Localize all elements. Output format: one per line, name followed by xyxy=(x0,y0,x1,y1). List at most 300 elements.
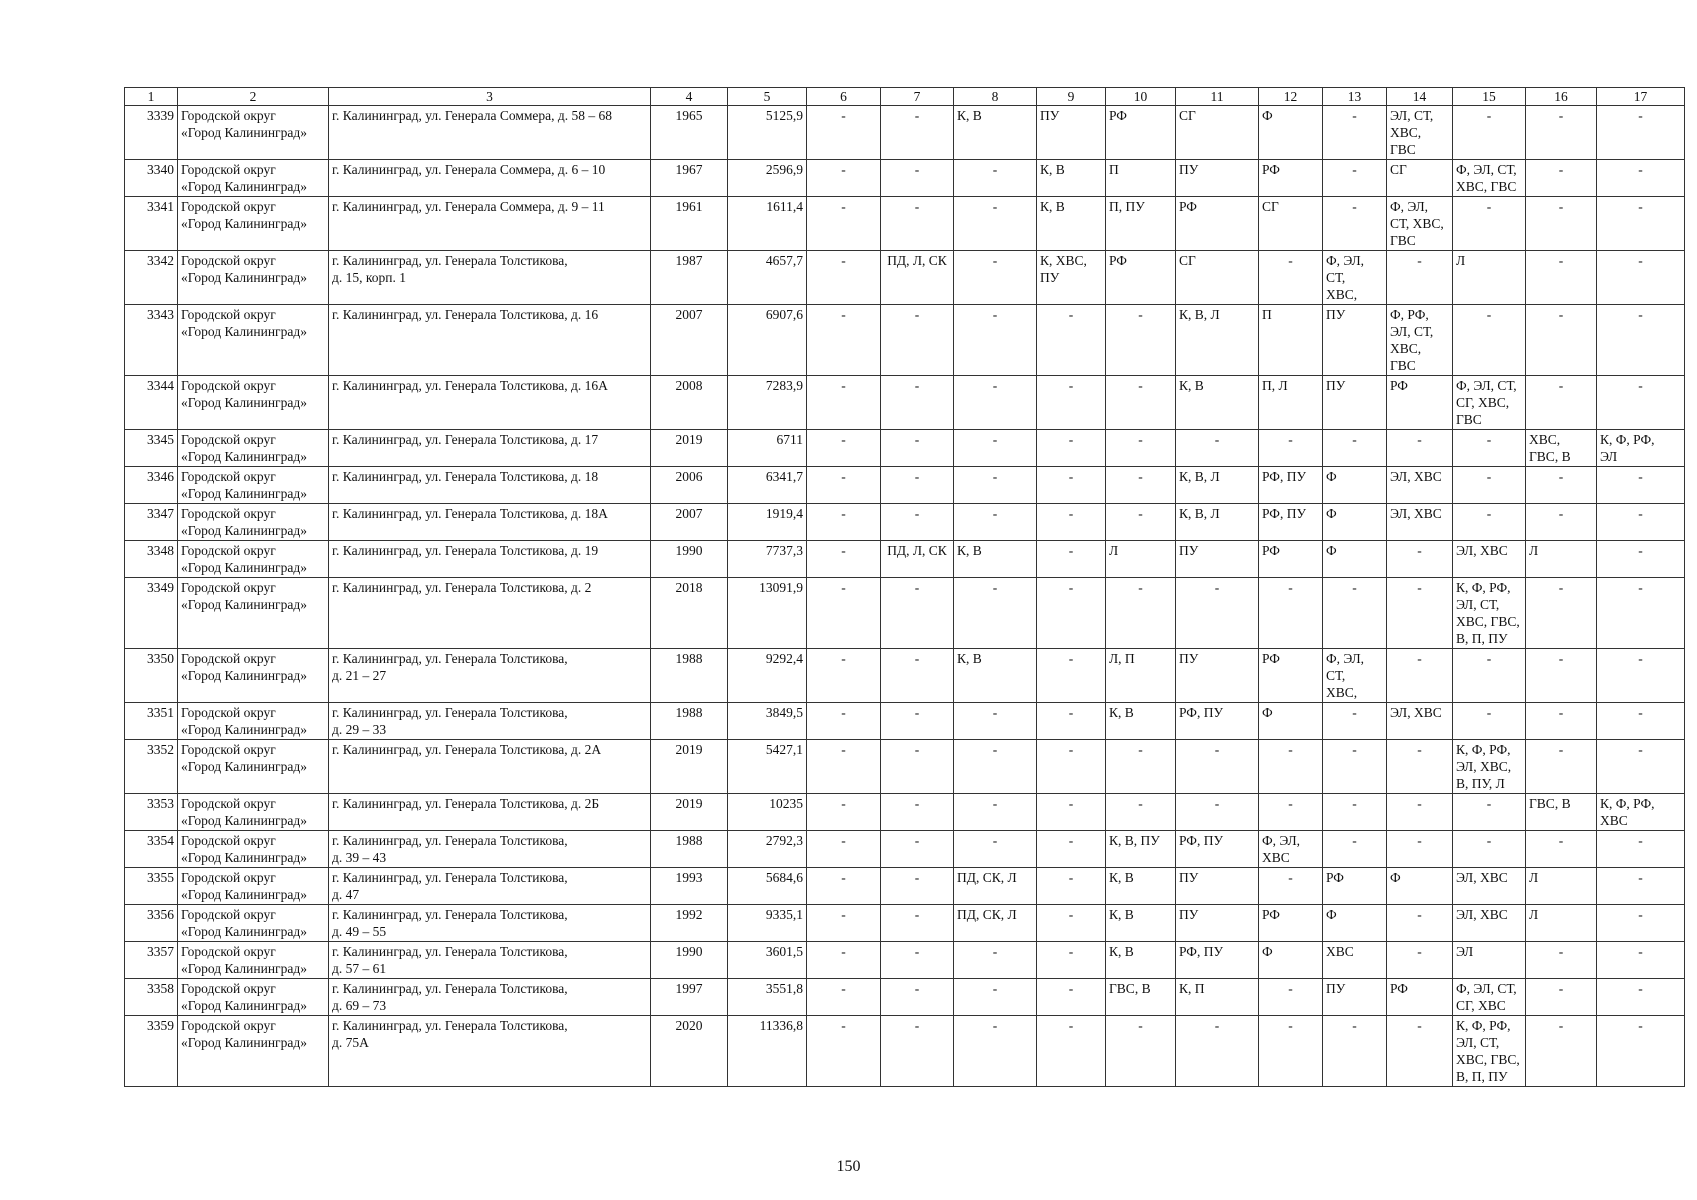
column-header-7: 7 xyxy=(881,88,954,106)
table-cell-col-8: - xyxy=(954,504,1037,541)
table-cell-col-12: РФ xyxy=(1259,541,1323,578)
table-cell-col-1: 3357 xyxy=(125,942,178,979)
table-cell-col-1: 3346 xyxy=(125,467,178,504)
table-cell-col-3: г. Калининград, ул. Генерала Толстикова, д. 29 – 33 xyxy=(329,703,651,740)
table-cell-col-3: г. Калининград, ул. Генерала Толстикова, д. 2А xyxy=(329,740,651,794)
table-cell-col-2: Городской округ «Город Калининград» xyxy=(178,504,329,541)
table-cell-col-16: ГВС, В xyxy=(1526,794,1597,831)
table-cell-col-10: - xyxy=(1106,1016,1176,1087)
table-cell-col-6: - xyxy=(807,251,881,305)
table-cell-col-8: - xyxy=(954,305,1037,376)
table-cell-col-11: К, П xyxy=(1176,979,1259,1016)
table-row xyxy=(125,740,1685,794)
table-cell-col-8: - xyxy=(954,794,1037,831)
table-cell-col-9: - xyxy=(1037,703,1106,740)
table-cell-col-17: - xyxy=(1597,905,1685,942)
table-cell-col-4: 2019 xyxy=(651,794,728,831)
table-cell-col-10: - xyxy=(1106,504,1176,541)
table-cell-col-14: Ф, ЭЛ, СТ, ХВС, ГВС xyxy=(1387,197,1453,251)
table-cell-col-8: - xyxy=(954,467,1037,504)
column-header-4: 4 xyxy=(651,88,728,106)
table-cell-col-11: ПУ xyxy=(1176,868,1259,905)
table-cell-col-13: - xyxy=(1323,106,1387,160)
table-cell-col-9: - xyxy=(1037,541,1106,578)
column-header-9: 9 xyxy=(1037,88,1106,106)
table-cell-col-6: - xyxy=(807,703,881,740)
table-cell-col-12: - xyxy=(1259,740,1323,794)
column-header-12: 12 xyxy=(1259,88,1323,106)
table-cell-col-2: Городской округ «Город Калининград» xyxy=(178,740,329,794)
table-cell-col-1: 3344 xyxy=(125,376,178,430)
column-header-10: 10 xyxy=(1106,88,1176,106)
table-cell-col-12: РФ, ПУ xyxy=(1259,467,1323,504)
table-cell-col-11: РФ, ПУ xyxy=(1176,703,1259,740)
table-cell-col-15: ЭЛ xyxy=(1453,942,1526,979)
table-row xyxy=(125,868,1685,905)
table-cell-col-15: К, Ф, РФ, ЭЛ, СТ, ХВС, ГВС, В, П, ПУ xyxy=(1453,578,1526,649)
table-cell-col-6: - xyxy=(807,430,881,467)
table-cell-col-1: 3339 xyxy=(125,106,178,160)
table-cell-col-9: - xyxy=(1037,305,1106,376)
table-cell-col-4: 1990 xyxy=(651,541,728,578)
table-cell-col-9: - xyxy=(1037,504,1106,541)
table-cell-col-10: - xyxy=(1106,578,1176,649)
table-cell-col-5: 1919,4 xyxy=(728,504,807,541)
table-cell-col-10: Л, П xyxy=(1106,649,1176,703)
table-cell-col-6: - xyxy=(807,106,881,160)
table-cell-col-4: 1992 xyxy=(651,905,728,942)
table-cell-col-15: Ф, ЭЛ, СТ, СГ, ХВС xyxy=(1453,979,1526,1016)
table-cell-col-9: - xyxy=(1037,649,1106,703)
table-cell-col-5: 4657,7 xyxy=(728,251,807,305)
table-cell-col-2: Городской округ «Город Калининград» xyxy=(178,831,329,868)
table-cell-col-5: 7283,9 xyxy=(728,376,807,430)
table-cell-col-1: 3343 xyxy=(125,305,178,376)
table-cell-col-4: 1987 xyxy=(651,251,728,305)
table-cell-col-17: - xyxy=(1597,703,1685,740)
column-header-3: 3 xyxy=(329,88,651,106)
table-cell-col-1: 3350 xyxy=(125,649,178,703)
table-cell-col-10: К, В, ПУ xyxy=(1106,831,1176,868)
table-cell-col-15: ЭЛ, ХВС xyxy=(1453,868,1526,905)
table-row xyxy=(125,1016,1685,1087)
table-cell-col-16: Л xyxy=(1526,905,1597,942)
table-cell-col-6: - xyxy=(807,578,881,649)
table-cell-col-15: - xyxy=(1453,197,1526,251)
table-cell-col-16: - xyxy=(1526,467,1597,504)
table-cell-col-6: - xyxy=(807,942,881,979)
table-cell-col-12: - xyxy=(1259,1016,1323,1087)
table-cell-col-11: - xyxy=(1176,794,1259,831)
table-cell-col-12: СГ xyxy=(1259,197,1323,251)
table-row xyxy=(125,831,1685,868)
table-cell-col-17: - xyxy=(1597,942,1685,979)
table-cell-col-9: - xyxy=(1037,794,1106,831)
table-cell-col-2: Городской округ «Город Калининград» xyxy=(178,251,329,305)
table-cell-col-16: - xyxy=(1526,106,1597,160)
table-row xyxy=(125,703,1685,740)
table-cell-col-16: - xyxy=(1526,504,1597,541)
table-cell-col-7: - xyxy=(881,305,954,376)
table-cell-col-6: - xyxy=(807,160,881,197)
table-cell-col-11: К, В, Л xyxy=(1176,467,1259,504)
table-cell-col-16: - xyxy=(1526,376,1597,430)
table-cell-col-13: - xyxy=(1323,703,1387,740)
table-cell-col-5: 11336,8 xyxy=(728,1016,807,1087)
table-cell-col-12: - xyxy=(1259,430,1323,467)
table-cell-col-9: - xyxy=(1037,831,1106,868)
table-cell-col-15: - xyxy=(1453,649,1526,703)
table-cell-col-9: К, В xyxy=(1037,197,1106,251)
table-cell-col-3: г. Калининград, ул. Генерала Толстикова, д. 57 – 61 xyxy=(329,942,651,979)
table-cell-col-5: 6711 xyxy=(728,430,807,467)
table-cell-col-4: 2007 xyxy=(651,504,728,541)
table-cell-col-6: - xyxy=(807,649,881,703)
table-cell-col-16: - xyxy=(1526,979,1597,1016)
table-cell-col-11: - xyxy=(1176,430,1259,467)
table-cell-col-4: 2006 xyxy=(651,467,728,504)
table-cell-col-16: - xyxy=(1526,831,1597,868)
table-cell-col-16: - xyxy=(1526,649,1597,703)
table-cell-col-7: - xyxy=(881,430,954,467)
table-cell-col-13: - xyxy=(1323,430,1387,467)
housing-register-table xyxy=(124,87,1685,1087)
table-cell-col-3: г. Калининград, ул. Генерала Толстикова, д. 47 xyxy=(329,868,651,905)
table-cell-col-8: - xyxy=(954,703,1037,740)
table-cell-col-15: - xyxy=(1453,305,1526,376)
table-cell-col-12: РФ xyxy=(1259,160,1323,197)
table-cell-col-5: 1611,4 xyxy=(728,197,807,251)
table-cell-col-3: г. Калининград, ул. Генерала Толстикова, д. 17 xyxy=(329,430,651,467)
table-cell-col-11: ПУ xyxy=(1176,541,1259,578)
table-cell-col-2: Городской округ «Город Калининград» xyxy=(178,649,329,703)
table-cell-col-13: - xyxy=(1323,740,1387,794)
table-cell-col-17: - xyxy=(1597,1016,1685,1087)
table-cell-col-3: г. Калининград, ул. Генерала Толстикова, д. 2 xyxy=(329,578,651,649)
table-cell-col-13: ПУ xyxy=(1323,305,1387,376)
table-cell-col-11: ПУ xyxy=(1176,160,1259,197)
table-cell-col-4: 2007 xyxy=(651,305,728,376)
table-cell-col-13: ХВС xyxy=(1323,942,1387,979)
table-cell-col-12: РФ xyxy=(1259,905,1323,942)
table-cell-col-10: П, ПУ xyxy=(1106,197,1176,251)
table-cell-col-12: Ф xyxy=(1259,942,1323,979)
table-cell-col-4: 2019 xyxy=(651,430,728,467)
column-header-16: 16 xyxy=(1526,88,1597,106)
column-header-5: 5 xyxy=(728,88,807,106)
table-cell-col-1: 3348 xyxy=(125,541,178,578)
table-cell-col-4: 1993 xyxy=(651,868,728,905)
table-cell-col-16: ХВС, ГВС, В xyxy=(1526,430,1597,467)
table-cell-col-1: 3340 xyxy=(125,160,178,197)
table-cell-col-14: - xyxy=(1387,251,1453,305)
table-cell-col-8: К, В xyxy=(954,649,1037,703)
table-cell-col-2: Городской округ «Город Калининград» xyxy=(178,703,329,740)
table-cell-col-7: - xyxy=(881,740,954,794)
table-cell-col-10: К, В xyxy=(1106,942,1176,979)
table-cell-col-13: - xyxy=(1323,578,1387,649)
table-cell-col-2: Городской округ «Город Калининград» xyxy=(178,794,329,831)
table-cell-col-10: - xyxy=(1106,740,1176,794)
table-cell-col-13: Ф, ЭЛ, СТ, ХВС, xyxy=(1323,649,1387,703)
table-cell-col-12: РФ, ПУ xyxy=(1259,504,1323,541)
table-cell-col-15: - xyxy=(1453,467,1526,504)
table-cell-col-3: г. Калининград, ул. Генерала Толстикова, д. 75А xyxy=(329,1016,651,1087)
table-cell-col-2: Городской округ «Город Калининград» xyxy=(178,578,329,649)
table-cell-col-16: - xyxy=(1526,703,1597,740)
table-cell-col-8: - xyxy=(954,942,1037,979)
table-cell-col-17: - xyxy=(1597,740,1685,794)
table-cell-col-2: Городской округ «Город Калининград» xyxy=(178,905,329,942)
table-cell-col-6: - xyxy=(807,740,881,794)
table-cell-col-5: 5684,6 xyxy=(728,868,807,905)
table-cell-col-5: 10235 xyxy=(728,794,807,831)
table-cell-col-9: - xyxy=(1037,430,1106,467)
column-header-8: 8 xyxy=(954,88,1037,106)
table-cell-col-3: г. Калининград, ул. Генерала Соммера, д. 9 – 11 xyxy=(329,197,651,251)
table-cell-col-8: - xyxy=(954,979,1037,1016)
table-cell-col-16: - xyxy=(1526,305,1597,376)
table-cell-col-5: 3849,5 xyxy=(728,703,807,740)
table-cell-col-6: - xyxy=(807,905,881,942)
table-cell-col-5: 3551,8 xyxy=(728,979,807,1016)
table-cell-col-16: - xyxy=(1526,251,1597,305)
table-cell-col-7: - xyxy=(881,197,954,251)
table-cell-col-6: - xyxy=(807,541,881,578)
table-cell-col-14: - xyxy=(1387,649,1453,703)
table-cell-col-13: - xyxy=(1323,197,1387,251)
table-cell-col-2: Городской округ «Город Калининград» xyxy=(178,430,329,467)
table-cell-col-2: Городской округ «Город Калининград» xyxy=(178,1016,329,1087)
table-cell-col-4: 1988 xyxy=(651,649,728,703)
table-cell-col-2: Городской округ «Город Калининград» xyxy=(178,106,329,160)
table-cell-col-14: ЭЛ, СТ, ХВС, ГВС xyxy=(1387,106,1453,160)
table-cell-col-14: - xyxy=(1387,430,1453,467)
table-cell-col-7: - xyxy=(881,504,954,541)
table-cell-col-13: Ф xyxy=(1323,905,1387,942)
table-cell-col-4: 2008 xyxy=(651,376,728,430)
table-cell-col-12: - xyxy=(1259,979,1323,1016)
table-cell-col-6: - xyxy=(807,831,881,868)
table-row xyxy=(125,197,1685,251)
table-cell-col-11: - xyxy=(1176,578,1259,649)
table-cell-col-12: Ф xyxy=(1259,703,1323,740)
table-cell-col-13: Ф xyxy=(1323,541,1387,578)
table-cell-col-10: РФ xyxy=(1106,251,1176,305)
table-cell-col-5: 2596,9 xyxy=(728,160,807,197)
table-cell-col-17: - xyxy=(1597,541,1685,578)
table-row xyxy=(125,905,1685,942)
table-cell-col-17: - xyxy=(1597,649,1685,703)
table-cell-col-8: - xyxy=(954,376,1037,430)
table-cell-col-9: - xyxy=(1037,905,1106,942)
table-cell-col-16: - xyxy=(1526,740,1597,794)
table-cell-col-11: РФ xyxy=(1176,197,1259,251)
table-cell-col-10: П xyxy=(1106,160,1176,197)
table-cell-col-11: СГ xyxy=(1176,251,1259,305)
table-cell-col-10: - xyxy=(1106,467,1176,504)
table-row xyxy=(125,649,1685,703)
table-cell-col-3: г. Калининград, ул. Генерала Толстикова, д. 16 xyxy=(329,305,651,376)
table-cell-col-1: 3353 xyxy=(125,794,178,831)
table-cell-col-11: К, В xyxy=(1176,376,1259,430)
table-cell-col-10: К, В xyxy=(1106,905,1176,942)
table-cell-col-1: 3356 xyxy=(125,905,178,942)
table-cell-col-17: - xyxy=(1597,251,1685,305)
table-cell-col-13: - xyxy=(1323,160,1387,197)
table-cell-col-12: - xyxy=(1259,794,1323,831)
table-cell-col-13: Ф xyxy=(1323,467,1387,504)
table-cell-col-14: ЭЛ, ХВС xyxy=(1387,703,1453,740)
table-cell-col-7: - xyxy=(881,106,954,160)
table-cell-col-5: 3601,5 xyxy=(728,942,807,979)
table-cell-col-2: Городской округ «Город Калининград» xyxy=(178,160,329,197)
table-cell-col-1: 3347 xyxy=(125,504,178,541)
table-cell-col-16: Л xyxy=(1526,541,1597,578)
table-cell-col-6: - xyxy=(807,868,881,905)
table-cell-col-15: Л xyxy=(1453,251,1526,305)
table-cell-col-12: Ф xyxy=(1259,106,1323,160)
table-cell-col-7: - xyxy=(881,160,954,197)
table-cell-col-1: 3349 xyxy=(125,578,178,649)
table-cell-col-10: - xyxy=(1106,794,1176,831)
table-cell-col-13: ПУ xyxy=(1323,376,1387,430)
table-cell-col-4: 1965 xyxy=(651,106,728,160)
table-cell-col-9: - xyxy=(1037,578,1106,649)
table-cell-col-3: г. Калининград, ул. Генерала Толстикова, д. 21 – 27 xyxy=(329,649,651,703)
column-header-1: 1 xyxy=(125,88,178,106)
table-cell-col-9: К, ХВС, ПУ xyxy=(1037,251,1106,305)
table-cell-col-5: 6341,7 xyxy=(728,467,807,504)
table-cell-col-4: 1961 xyxy=(651,197,728,251)
table-cell-col-7: - xyxy=(881,794,954,831)
table-cell-col-14: - xyxy=(1387,794,1453,831)
table-cell-col-9: К, В xyxy=(1037,160,1106,197)
table-cell-col-14: РФ xyxy=(1387,979,1453,1016)
table-row xyxy=(125,376,1685,430)
table-cell-col-13: РФ xyxy=(1323,868,1387,905)
table-cell-col-7: ПД, Л, СК xyxy=(881,541,954,578)
table-cell-col-4: 2018 xyxy=(651,578,728,649)
table-cell-col-8: - xyxy=(954,1016,1037,1087)
table-cell-col-16: - xyxy=(1526,578,1597,649)
table-cell-col-7: - xyxy=(881,905,954,942)
table-cell-col-12: Ф, ЭЛ, ХВС xyxy=(1259,831,1323,868)
table-cell-col-14: - xyxy=(1387,740,1453,794)
table-cell-col-9: - xyxy=(1037,942,1106,979)
table-cell-col-7: - xyxy=(881,649,954,703)
table-cell-col-10: РФ xyxy=(1106,106,1176,160)
table-cell-col-14: - xyxy=(1387,831,1453,868)
table-cell-col-7: - xyxy=(881,703,954,740)
table-cell-col-4: 2019 xyxy=(651,740,728,794)
table-cell-col-14: РФ xyxy=(1387,376,1453,430)
table-cell-col-15: - xyxy=(1453,430,1526,467)
table-cell-col-5: 7737,3 xyxy=(728,541,807,578)
table-cell-col-15: Ф, ЭЛ, СТ, СГ, ХВС, ГВС xyxy=(1453,376,1526,430)
table-cell-col-13: ПУ xyxy=(1323,979,1387,1016)
table-cell-col-5: 2792,3 xyxy=(728,831,807,868)
table-cell-col-1: 3352 xyxy=(125,740,178,794)
table-cell-col-9: - xyxy=(1037,979,1106,1016)
table-cell-col-11: - xyxy=(1176,1016,1259,1087)
table-cell-col-7: - xyxy=(881,467,954,504)
table-cell-col-16: - xyxy=(1526,160,1597,197)
table-header xyxy=(125,88,1685,106)
table-cell-col-10: - xyxy=(1106,430,1176,467)
table-cell-col-15: - xyxy=(1453,106,1526,160)
table-cell-col-8: - xyxy=(954,197,1037,251)
table-cell-col-17: К, Ф, РФ, ХВС xyxy=(1597,794,1685,831)
table-cell-col-11: ПУ xyxy=(1176,905,1259,942)
table-cell-col-3: г. Калининград, ул. Генерала Толстикова, д. 19 xyxy=(329,541,651,578)
table-cell-col-8: - xyxy=(954,430,1037,467)
table-cell-col-8: ПД, СК, Л xyxy=(954,905,1037,942)
table-cell-col-3: г. Калининград, ул. Генерала Толстикова, д. 69 – 73 xyxy=(329,979,651,1016)
table-cell-col-16: Л xyxy=(1526,868,1597,905)
table-cell-col-15: К, Ф, РФ, ЭЛ, ХВС, В, ПУ, Л xyxy=(1453,740,1526,794)
table-cell-col-10: К, В xyxy=(1106,703,1176,740)
table-cell-col-11: К, В, Л xyxy=(1176,504,1259,541)
table-cell-col-1: 3358 xyxy=(125,979,178,1016)
table-cell-col-4: 1997 xyxy=(651,979,728,1016)
table-cell-col-9: ПУ xyxy=(1037,106,1106,160)
table-cell-col-13: - xyxy=(1323,794,1387,831)
table-cell-col-9: - xyxy=(1037,467,1106,504)
table-cell-col-6: - xyxy=(807,305,881,376)
table-row xyxy=(125,794,1685,831)
table-cell-col-17: - xyxy=(1597,106,1685,160)
table-cell-col-7: - xyxy=(881,376,954,430)
table-cell-col-17: - xyxy=(1597,305,1685,376)
table-cell-col-14: - xyxy=(1387,942,1453,979)
table-row xyxy=(125,251,1685,305)
table-cell-col-12: РФ xyxy=(1259,649,1323,703)
table-row xyxy=(125,578,1685,649)
table-cell-col-17: - xyxy=(1597,467,1685,504)
table-cell-col-4: 1988 xyxy=(651,831,728,868)
table-cell-col-14: ЭЛ, ХВС xyxy=(1387,504,1453,541)
table-cell-col-15: - xyxy=(1453,703,1526,740)
table-cell-col-10: - xyxy=(1106,376,1176,430)
table-row xyxy=(125,106,1685,160)
table-cell-col-12: - xyxy=(1259,251,1323,305)
table-row xyxy=(125,430,1685,467)
table-cell-col-2: Городской округ «Город Калининград» xyxy=(178,467,329,504)
table-cell-col-9: - xyxy=(1037,740,1106,794)
table-cell-col-10: Л xyxy=(1106,541,1176,578)
table-cell-col-6: - xyxy=(807,1016,881,1087)
table-body xyxy=(125,106,1685,1087)
table-cell-col-9: - xyxy=(1037,868,1106,905)
table-cell-col-4: 1967 xyxy=(651,160,728,197)
table-cell-col-7: - xyxy=(881,868,954,905)
table-cell-col-4: 2020 xyxy=(651,1016,728,1087)
table-cell-col-12: П, Л xyxy=(1259,376,1323,430)
table-row xyxy=(125,942,1685,979)
table-cell-col-17: - xyxy=(1597,197,1685,251)
table-cell-col-5: 6907,6 xyxy=(728,305,807,376)
table-cell-col-7: - xyxy=(881,979,954,1016)
table-cell-col-6: - xyxy=(807,504,881,541)
table-cell-col-3: г. Калининград, ул. Генерала Соммера, д. 58 – 68 xyxy=(329,106,651,160)
table-cell-col-1: 3341 xyxy=(125,197,178,251)
column-header-2: 2 xyxy=(178,88,329,106)
table-cell-col-5: 9292,4 xyxy=(728,649,807,703)
column-header-6: 6 xyxy=(807,88,881,106)
table-cell-col-6: - xyxy=(807,376,881,430)
table-cell-col-2: Городской округ «Город Калининград» xyxy=(178,979,329,1016)
